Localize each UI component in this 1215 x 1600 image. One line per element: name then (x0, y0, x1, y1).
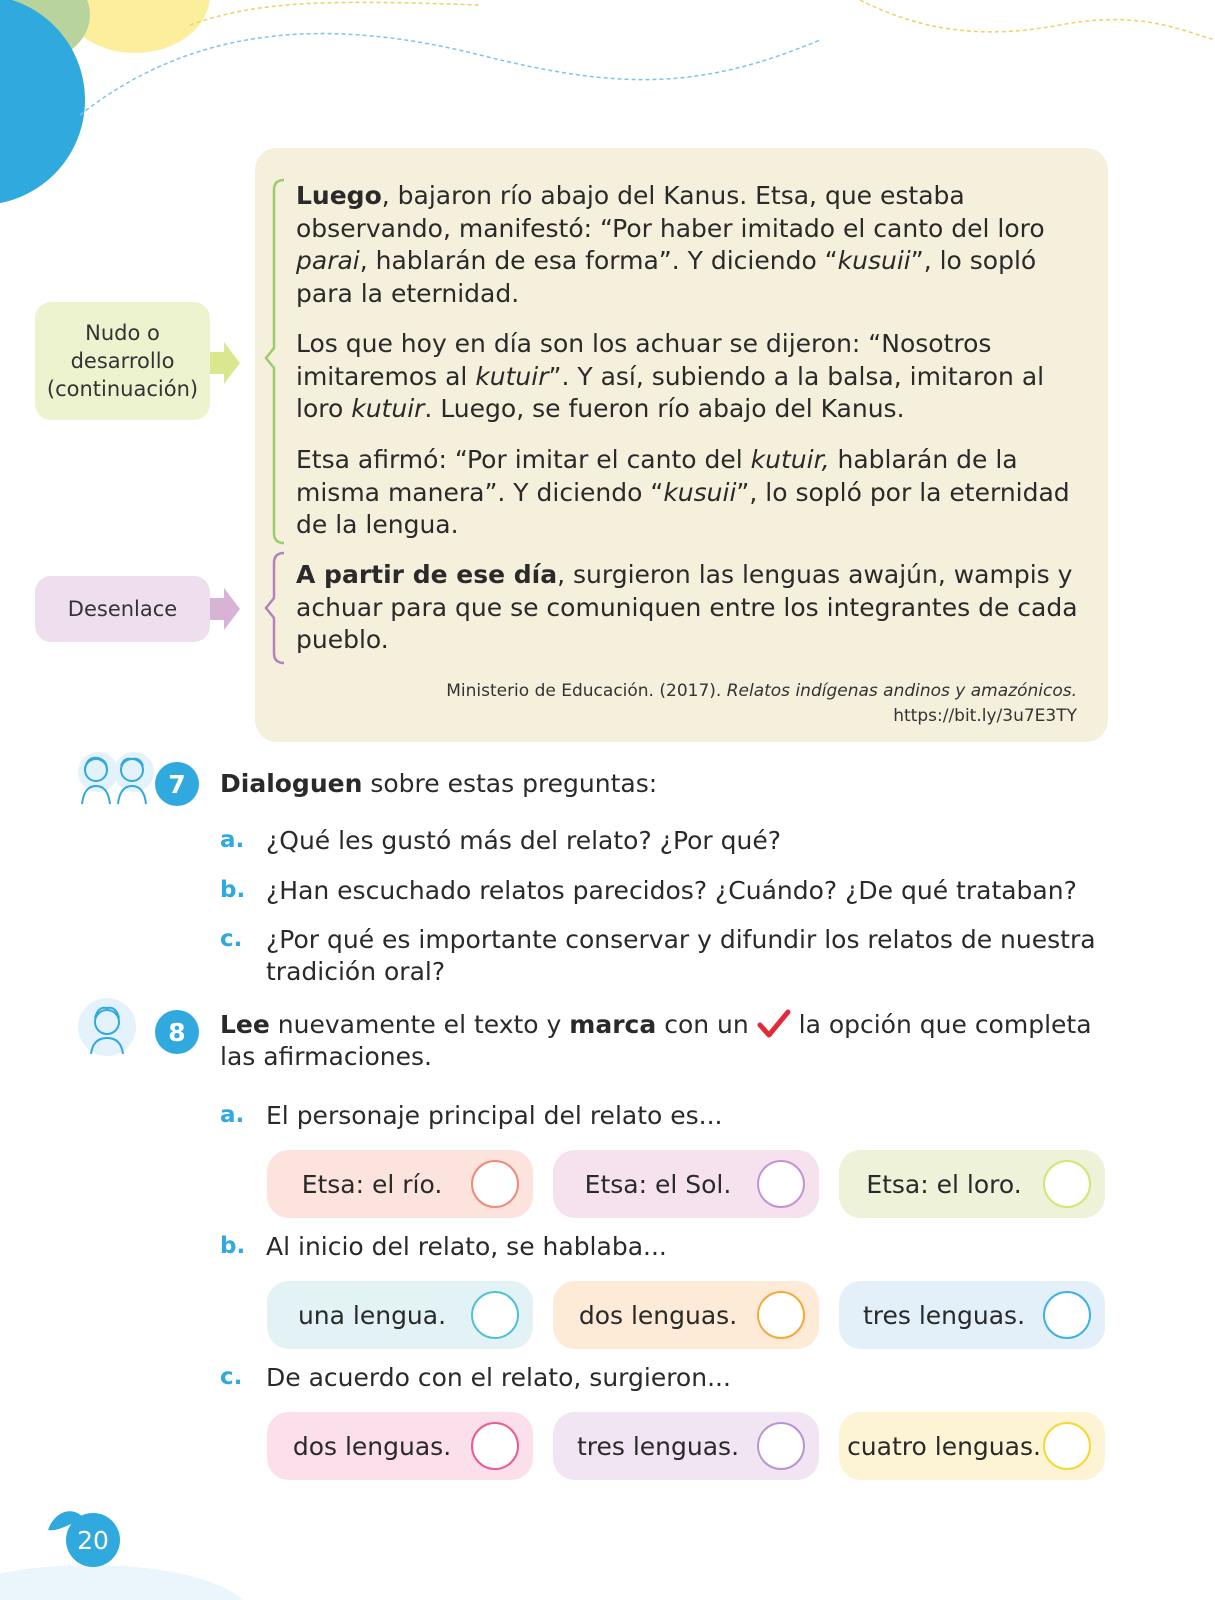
nudo-label (35, 302, 210, 420)
option-label: Etsa: el Sol. (584, 1169, 732, 1199)
option-label: Etsa: el loro. (866, 1169, 1022, 1199)
option-a-2[interactable] (553, 1150, 819, 1218)
option-checkbox[interactable] (471, 1422, 519, 1470)
option-label: Etsa: el río. (301, 1169, 443, 1199)
option-checkbox[interactable] (471, 1291, 519, 1339)
option-checkbox[interactable] (471, 1160, 519, 1208)
desenlace-arrow-icon (210, 586, 242, 632)
q7-c-letter: c. (220, 926, 243, 952)
option-checkbox[interactable] (757, 1160, 805, 1208)
q8-c-text: De acuerdo con el relato, surgieron... (266, 1363, 731, 1392)
option-c-3[interactable] (839, 1412, 1105, 1480)
q8-a-letter: a. (220, 1102, 245, 1128)
q8-b-text: Al inicio del relato, se hablaba... (266, 1232, 667, 1261)
question-7-prompt: Dialoguen sobre estas preguntas: (220, 769, 658, 798)
individual-work-icon (76, 996, 138, 1058)
checkmark-icon (757, 1009, 791, 1039)
q8-c-letter: c. (220, 1364, 243, 1390)
q8-a-text: El personaje principal del relato es... (266, 1101, 723, 1130)
option-c-2[interactable] (553, 1412, 819, 1480)
option-checkbox[interactable] (1043, 1291, 1091, 1339)
page-number: 20 (66, 1513, 120, 1567)
question-8-number: 8 (155, 1010, 199, 1054)
nudo-label-text: Nudo o desarrollo (continuación) (46, 321, 199, 401)
desenlace-label (35, 576, 210, 642)
question-8-prompt: Lee nuevamente el texto y marca con un la opción que completa las afirmaciones. (220, 1010, 1092, 1071)
citation-author: Ministerio de Educación. (2017). (446, 681, 727, 701)
citation-title: Relatos indígenas andinos y amazónicos. (726, 681, 1077, 701)
option-label: tres lenguas. (576, 1431, 740, 1461)
citation (446, 679, 1077, 729)
citation-url: https://bit.ly/3u7E3TY (893, 706, 1077, 726)
story-paragraph-1: Luego, bajaron río abajo del Kanus. Etsa, que estaba observando, manifestó: “Por haber imitado el canto del loro parai, hablarán de esa forma”. Y diciendo “kusuii”, lo sopló para la eternidad. (296, 181, 1045, 308)
option-b-1[interactable] (267, 1281, 533, 1349)
option-b-3[interactable] (839, 1281, 1105, 1349)
q7-b-text: ¿Han escuchado relatos parecidos? ¿Cuándo? ¿De qué trataban? (266, 876, 1077, 905)
q7-c-text: ¿Por qué es importante conservar y difundir los relatos de nuestra tradición oral? (266, 925, 1096, 986)
story-paragraph-4: A partir de ese día, surgieron las lenguas awajún, wampis y achuar para que se comuniquen entre los integrantes de cada pueblo. (296, 560, 1078, 654)
story-paragraph-3: Etsa afirmó: “Por imitar el canto del kutuir, hablarán de la misma manera”. Y diciendo “kusuii”, lo sopló por la eternidad de la lengua. (296, 445, 1070, 539)
option-a-3[interactable] (839, 1150, 1105, 1218)
option-a-1[interactable] (267, 1150, 533, 1218)
option-c-1[interactable] (267, 1412, 533, 1480)
q8-b-letter: b. (220, 1233, 246, 1259)
q7-a-text: ¿Qué les gustó más del relato? ¿Por qué? (266, 826, 782, 855)
story-brackets (262, 178, 292, 678)
pair-dialogue-icon (76, 748, 156, 808)
option-checkbox[interactable] (757, 1291, 805, 1339)
option-b-2[interactable] (553, 1281, 819, 1349)
desenlace-label-text: Desenlace (67, 597, 178, 621)
option-label: dos lenguas. (292, 1431, 452, 1461)
question-7-number: 7 (155, 762, 199, 806)
q7-b-letter: b. (220, 877, 246, 903)
nudo-arrow-icon (210, 340, 242, 386)
option-checkbox[interactable] (1043, 1422, 1091, 1470)
option-label: tres lenguas. (862, 1300, 1026, 1330)
story-paragraph-2: Los que hoy en día son los achuar se dijeron: “Nosotros imitaremos al kutuir”. Y así, subiendo a la balsa, imitaron al loro kutuir. Luego, se fueron río abajo del Kanus. (296, 329, 1045, 423)
option-checkbox[interactable] (757, 1422, 805, 1470)
option-checkbox[interactable] (1043, 1160, 1091, 1208)
option-label: dos lenguas. (578, 1300, 738, 1330)
option-label: una lengua. (297, 1300, 447, 1330)
option-label: cuatro lenguas. (847, 1431, 1041, 1461)
q7-a-letter: a. (220, 827, 245, 853)
